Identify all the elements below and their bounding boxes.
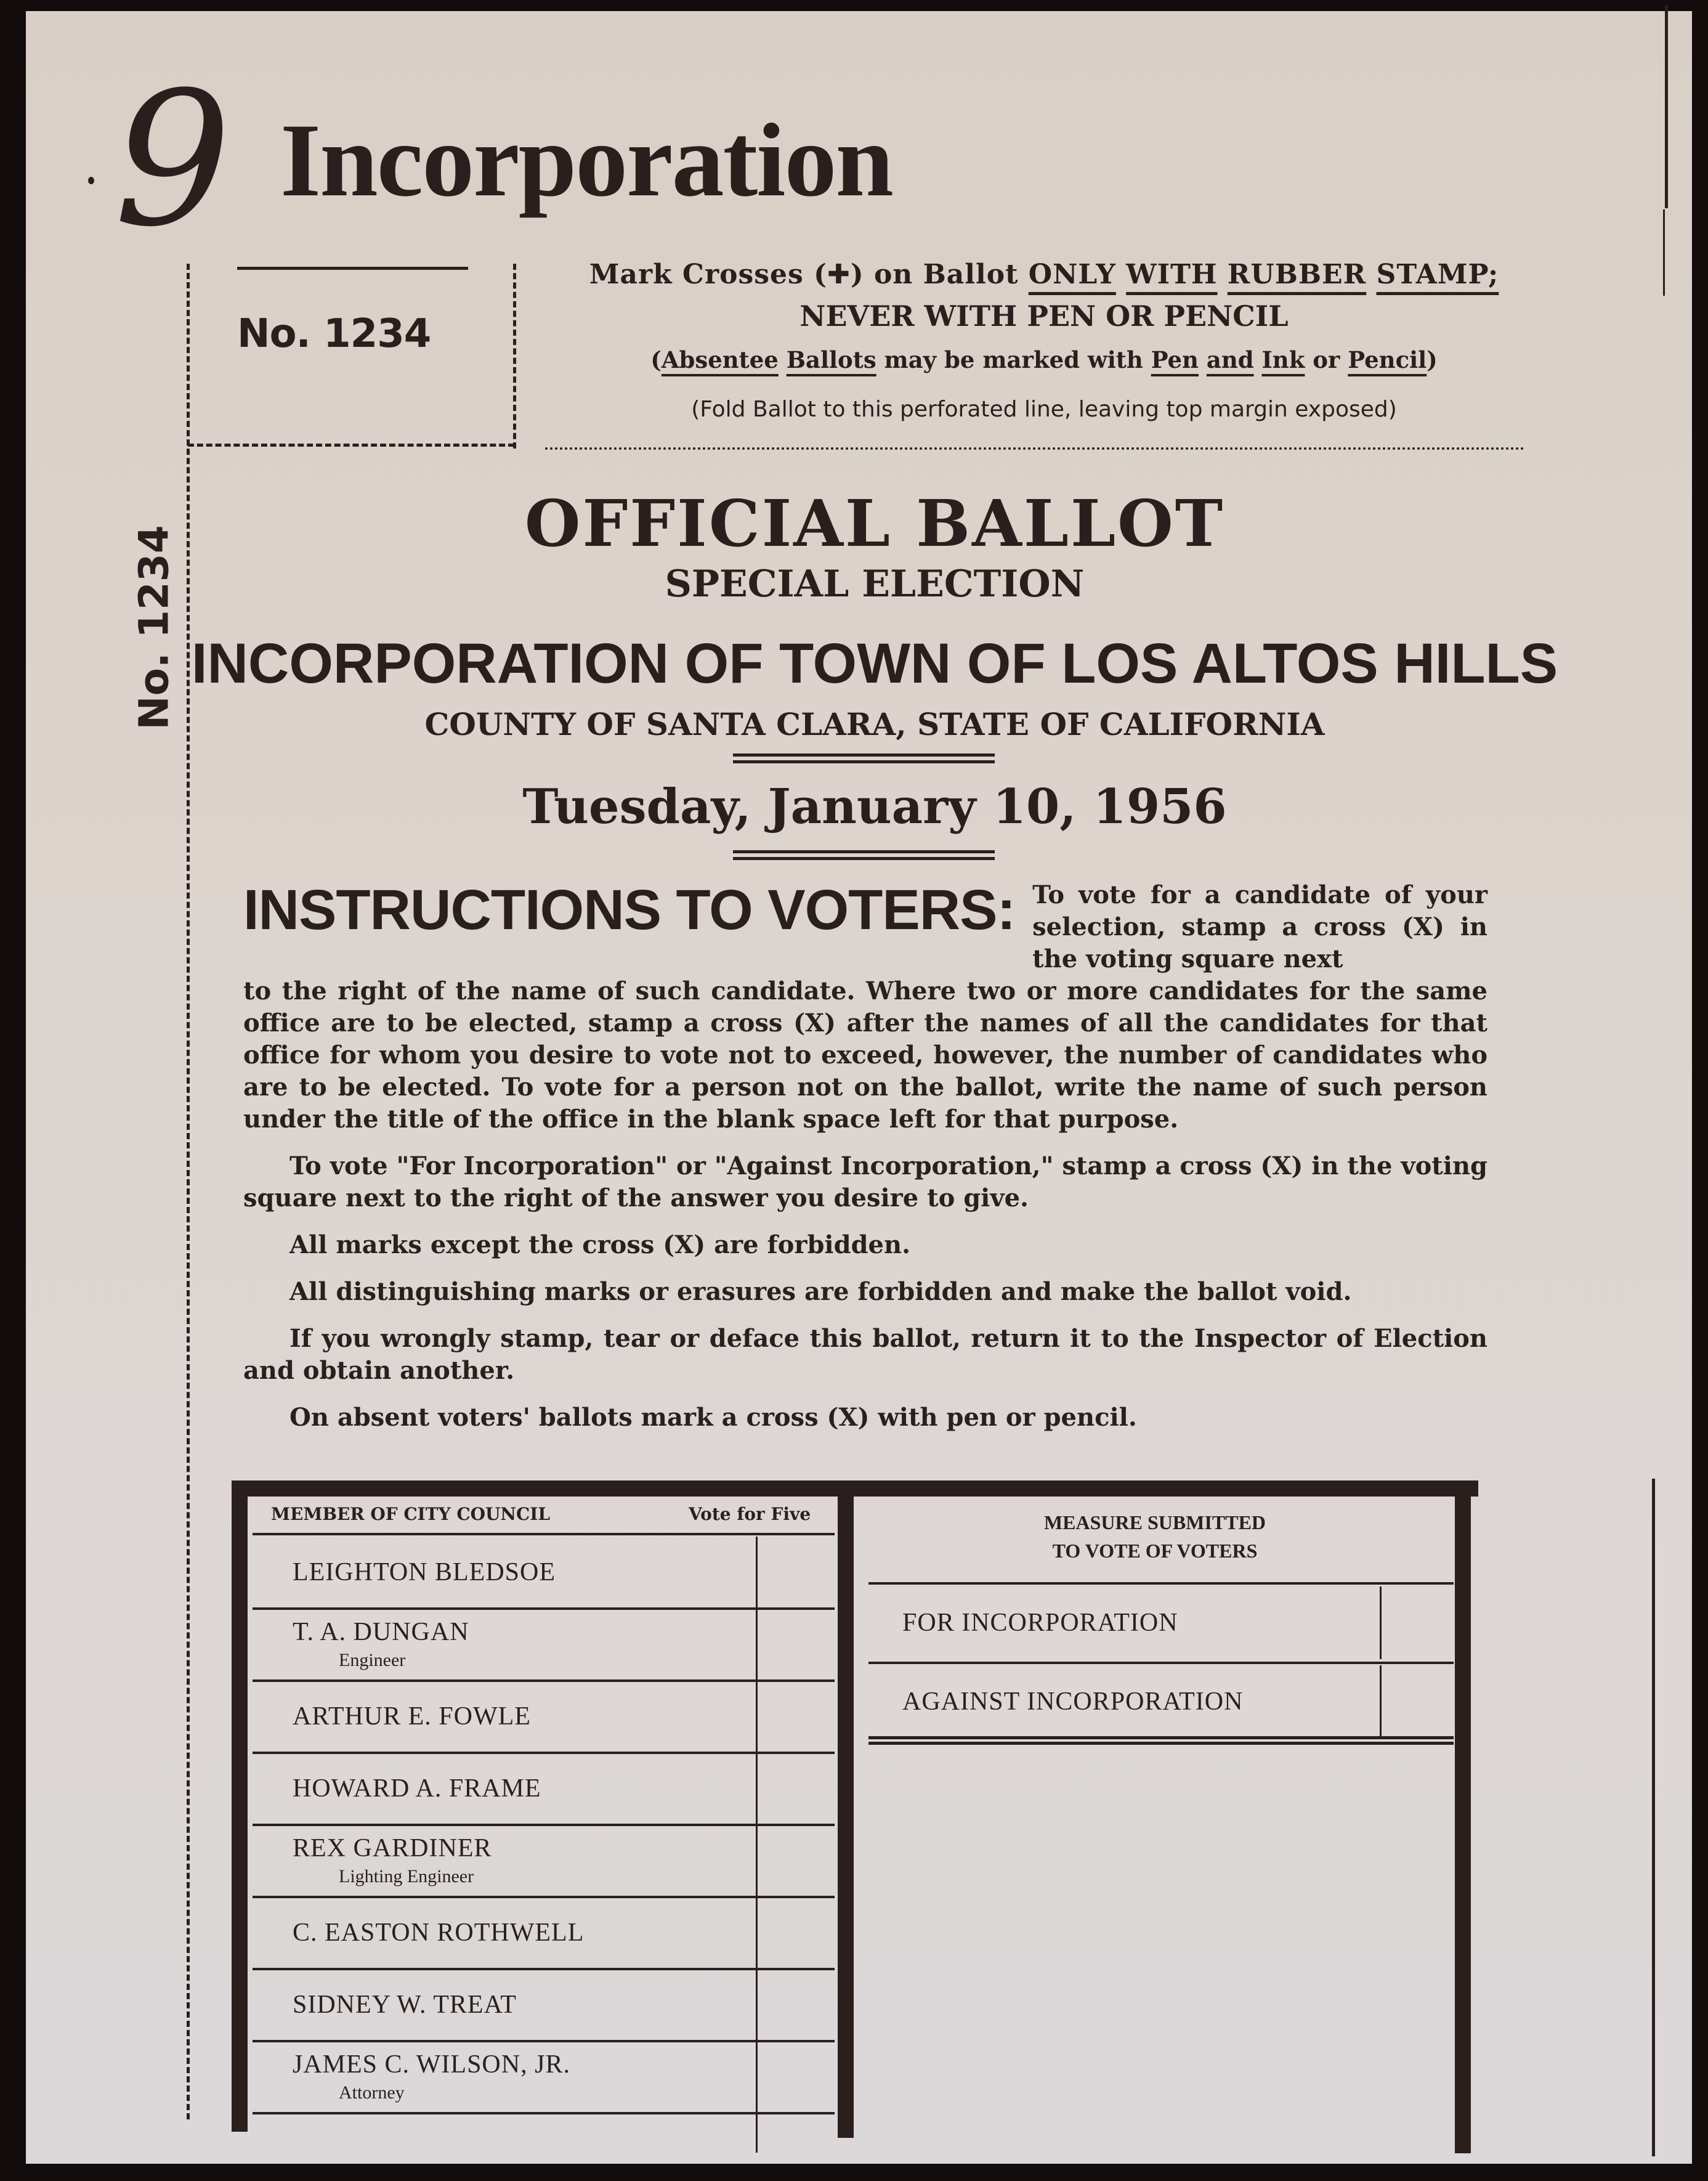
vote-square-rule (1380, 1586, 1382, 1659)
ballot-frame-top (233, 1480, 1478, 1497)
stub-perforation-right (513, 264, 516, 449)
candidate-name: C. EASTON ROTHWELL (293, 1919, 585, 1947)
measure-row-rule (868, 1662, 1454, 1664)
candidate-occupation: Attorney (339, 2082, 405, 2103)
vote-square[interactable] (758, 1683, 835, 1750)
candidate-name: T. A. DUNGAN (293, 1618, 469, 1646)
measure-header (853, 1508, 1457, 1565)
vote-square-against[interactable] (1382, 1665, 1455, 1733)
stub-ballot-number: No. 1234 (237, 311, 431, 357)
margin-rule-top (1665, 5, 1668, 208)
absentee-part (779, 346, 787, 373)
absentee-part: Pencil (1348, 346, 1427, 373)
vote-square[interactable] (758, 1899, 835, 1967)
vote-square[interactable] (758, 1539, 835, 1606)
margin-rule-bottom (1652, 1479, 1655, 2156)
election-type: SPECIAL ELECTION (665, 563, 1085, 606)
absentee-part: or (1305, 346, 1348, 373)
double-rule (733, 753, 995, 763)
vote-square-for[interactable] (1382, 1586, 1455, 1654)
emph-stamp: STAMP; (1376, 259, 1499, 290)
perforation-horizontal (545, 447, 1524, 450)
candidate-name: ARTHUR E. FOWLE (293, 1702, 531, 1731)
instructions-paragraph: To vote "For Incorporation" or "Against Incorporation," stamp a cross (X) in the voting square next to the right of the answer you desire to give. (243, 1151, 1487, 1212)
absentee-part: may be marked with (876, 346, 1151, 373)
stamp-instruction-line (545, 258, 1543, 292)
absentee-part: and (1206, 346, 1254, 373)
emph-rubber: RUBBER (1227, 259, 1367, 290)
vote-square[interactable] (758, 1827, 835, 1895)
ballot-frame-divider (838, 1491, 854, 2138)
candidate-name: JAMES C. WILSON, JR. (293, 2050, 570, 2079)
stamp-instruction-mid: ) on Ballot (850, 259, 1029, 290)
vote-square[interactable] (758, 2044, 835, 2111)
emph-with: WITH (1126, 259, 1218, 290)
candidate-name: LEIGHTON BLEDSOE (293, 1558, 556, 1586)
vote-square[interactable] (758, 1972, 835, 2039)
candidate-row-rule (253, 2112, 835, 2114)
instructions-paragraph: All marks except the cross (X) are forbidden. (289, 1230, 911, 1259)
measure-header-rule (868, 1582, 1454, 1585)
absentee-part: Pen (1151, 346, 1199, 373)
ballot-frame-right (1455, 1494, 1471, 2153)
instructions-block (243, 878, 1487, 1434)
stub-top-rule (237, 267, 468, 270)
measure-title: INCORPORATION OF TOWN OF LOS ALTOS HILLS (191, 632, 1558, 695)
instructions-heading: INSTRUCTIONS TO VOTERS: (243, 879, 1016, 941)
vote-square-rule (1380, 1665, 1382, 1739)
candidate-occupation: Engineer (339, 1650, 406, 1670)
absentee-part: ( (650, 346, 662, 373)
ink-speck (88, 177, 94, 184)
jurisdiction: COUNTY OF SANTA CLARA, STATE OF CALIFORNIA (424, 706, 1325, 742)
stamp-cross-icon: ✚ (827, 259, 851, 290)
candidate-name: REX GARDINER (293, 1834, 492, 1862)
office-title: MEMBER OF CITY COUNCIL (271, 1504, 551, 1524)
instructions-paragraph: All distinguishing marks or erasures are forbidden and make the ballot void. (289, 1277, 1352, 1306)
never-pen-pencil-notice: NEVER WITH PEN OR PENCIL (799, 299, 1289, 333)
office-header-rule (253, 1533, 835, 1535)
instructions-top (243, 878, 1487, 975)
candidate-occupation: Lighting Engineer (339, 1866, 474, 1887)
section-title: Incorporation (280, 102, 892, 218)
section-number: 9 (114, 52, 225, 267)
absentee-notice (545, 345, 1543, 375)
absentee-part: Absentee (661, 346, 779, 373)
measure-option-label: FOR INCORPORATION (902, 1609, 1178, 1637)
measure-end-double-rule (868, 1736, 1454, 1745)
election-date: Tuesday, January 10, 1956 (522, 779, 1227, 835)
stamp-instruction-prefix: Mark Crosses ( (589, 259, 827, 290)
instructions-paragraph: On absent voters' ballots mark a cross (X) with pen or pencil. (289, 1403, 1137, 1432)
vote-square[interactable] (758, 1755, 835, 1822)
ballot-frame-left (232, 1480, 248, 2132)
instructions-lead: To vote for a candidate of your selection, stamp a cross (X) in the voting square next (1032, 880, 1487, 973)
margin-rule-top-lower (1663, 209, 1665, 296)
absentee-part: Ballots (786, 346, 876, 373)
fold-instruction: (Fold Ballot to this perforated line, leaving top margin exposed) (691, 397, 1397, 422)
official-ballot-title: OFFICIAL BALLOT (524, 485, 1225, 561)
candidate-name: SIDNEY W. TREAT (293, 1991, 517, 2019)
vote-square[interactable] (758, 1611, 835, 1678)
side-ballot-number: No. 1234 (130, 525, 178, 730)
measure-header-line: MEASURE SUBMITTED (1043, 1511, 1266, 1533)
absentee-part (1199, 346, 1207, 373)
stub-perforation-bottom (188, 444, 514, 447)
measure-header-line: TO VOTE OF VOTERS (1052, 1540, 1258, 1562)
emph-only: ONLY (1028, 259, 1116, 290)
absentee-part: Ink (1261, 346, 1305, 373)
vote-for-count: Vote for Five (689, 1504, 811, 1524)
measure-option-label: AGAINST INCORPORATION (902, 1688, 1244, 1716)
candidate-name: HOWARD A. FRAME (293, 1774, 541, 1803)
instructions-paragraph: If you wrongly stamp, tear or deface this ballot, return it to the Inspector of Election and obtain another. (243, 1324, 1487, 1385)
absentee-part (1254, 346, 1262, 373)
absentee-part: ) (1427, 346, 1438, 373)
double-rule (733, 850, 995, 860)
instructions-paragraph: to the right of the name of such candidate. Where two or more candidates for the same office are to be elected, stamp a cross (X) after the names of all the candidates for that office for whom you desire to vote not to exceed, however, the number of candidates who are to be elected. To vote for a person not on the ballot, write the name of such person under the title of the office in the blank space left for that purpose. (243, 977, 1487, 1134)
